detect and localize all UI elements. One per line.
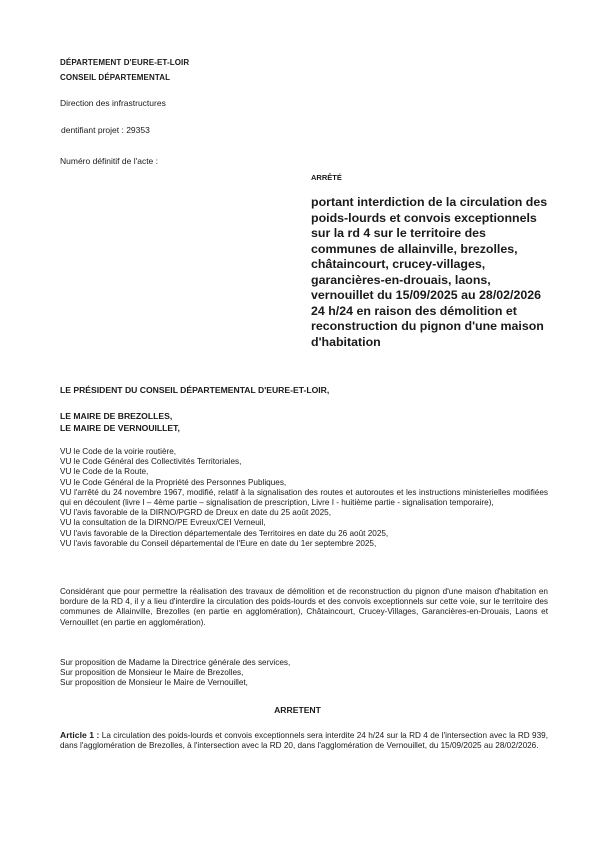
visa-item: VU le Code de la Route, [60, 467, 149, 477]
department-name: DÉPARTEMENT D'EURE-ET-LOIR [60, 58, 190, 67]
visa-item: VU l'avis favorable de la DIRNO/PGRD de Dreux en date du 25 août 2025, [60, 508, 331, 518]
visa-item: VU le Code Général de la Propriété des Personnes Publiques, [60, 477, 287, 487]
visa-item: VU l'arrêté du 24 novembre 1967, modifié, relatif à la signalisation des routes et autoroutes et les instructions ministerielles modifiées qui en découlent (livre I – 4ème partie – signalisation de prescription, Livre I - huitième partie - signalisation temporaire), [60, 487, 548, 508]
mayor-brezolles-heading: LE MAIRE DE BREZOLLES, [60, 411, 173, 421]
visa-list [60, 447, 548, 549]
project-identifier: dentifiant projet : 29353 [61, 125, 150, 135]
article-1-text: La circulation des poids-lourds et convois exceptionnels sera interdite 24 h/24 sur la RD 4 de l'intersection avec la RD 939, dans l'agglomération de Brezolles, à l'intersection avec la RD 20, dans l'agglomération de Vernouillet, du 15/09/2025 au 28/02/2026. [60, 731, 548, 751]
article-1 [60, 730, 548, 751]
proposal-item: Sur proposition de Monsieur le Maire de Vernouillet, [60, 678, 248, 688]
mayor-vernouillet-heading: LE MAIRE DE VERNOUILLET, [60, 423, 180, 433]
visa-item: VU l'avis favorable du Conseil départemental de l'Eure en date du 1er septembre 2025, [60, 538, 377, 548]
direction-name: Direction des infrastructures [60, 98, 166, 108]
decree-title: portant interdiction de la circulation des poids-lourds et convois exceptionnels sur la rd 4 sur le territoire des communes de allainville, brezolles, châtaincourt, crucey-villages, garancières-en-drouais, laons, vernouillet du 15/09/2025 au 28/02/2026 24 h/24 en raison des démolition et reconstruction du pignon d'une maison d'habitation [311, 195, 548, 349]
decree-label: ARRÊTÉ [311, 173, 342, 182]
visa-item: VU la consultation de la DIRNO/PE Evreux/CEI Verneuil, [60, 518, 266, 528]
president-heading: LE PRÉSIDENT DU CONSEIL DÉPARTEMENTAL D'EURE-ET-LOIR, [60, 385, 330, 395]
visa-item: VU le Code Général des Collectivités Territoriales, [60, 457, 242, 467]
act-number-label: Numéro définitif de l'acte : [60, 156, 159, 166]
proposal-item: Sur proposition de Madame la Directrice générale des services, [60, 658, 291, 667]
proposal-list [60, 658, 548, 689]
article-1-label: Article 1 : [60, 730, 100, 740]
proposal-item: Sur proposition de Monsieur le Maire de Brezolles, [60, 668, 244, 678]
visa-item: VU le Code de la voirie routière, [60, 447, 177, 456]
council-name: CONSEIL DÉPARTEMENTAL [60, 73, 171, 82]
visa-item: VU l'avis favorable de la Direction départementale des Territoires en date du 26 août 2025, [60, 528, 389, 538]
considerant-paragraph: Considérant que pour permettre la réalisation des travaux de démolition et de reconstruction du pignon d'une maison d'habitation en bordure de la RD 4, il y a lieu d'interdire la circulation des poids-lourds et des convois exceptionnels sur cette voie, sur le territoire des communes de Allainville, Brezolles (en partie en agglomération), Châtaincourt, Crucey-Villages, Garancières-en-Drouais, Laons et Vernouillet (en partie en agglomération). [60, 587, 548, 627]
arretent-heading: ARRETENT [274, 705, 321, 715]
